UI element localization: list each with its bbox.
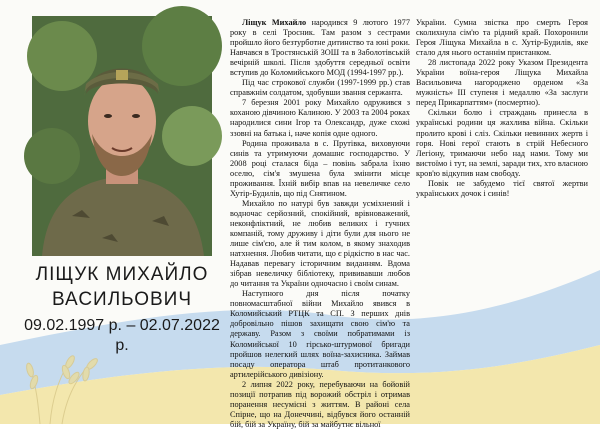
biography-column-1 xyxy=(230,18,410,430)
portrait-illustration xyxy=(32,16,212,256)
life-dates: 09.02.1997 р. – 02.07.2022 р. xyxy=(24,317,220,354)
bio-text: народився 9 лютого 1977 року в селі Тросник. Там разом з сестрами пройшло його безтурботне дитинство та юні роки. Навчався в Тростянській ЗОШ та в Заболотівській вечірній школі. Після здобуття середньої освіти вступив до Коломийського МОД (1994-1997 рр.). xyxy=(230,18,410,78)
bio-paragraph: Під час строкової служби (1997-1999 рр.) став справжнім солдатом, здобувши звання сержанта. xyxy=(230,78,410,98)
bio-paragraph: Наступного дня після початку повномасштабної війни Михайло явився в Коломийський РТЦК та СП. З перших днів добровільно пішов захищати свою сім'ю та державу. Разом з своїми побратимами із Коломийської 10 гірсько-штурмової бригади пройшов нелегкий шлях воїна-захисника. Займав посаду оператора штаб протитанкового артилерійського дивізіону. xyxy=(230,289,410,379)
bio-paragraph: 2 липня 2022 року, перебуваючи на бойовій позиції потрапив під ворожий обстріл і отримав поранення несумісні з життям. В районі села Спірне, що на Донеччині, відбувся його останній бій, бій за Україну, бій за майбутнє вільної xyxy=(230,379,410,429)
hero-name xyxy=(16,262,228,312)
bio-paragraph xyxy=(230,18,410,78)
portrait-photo xyxy=(32,16,212,256)
bio-paragraph: Повік не забудемо тієї святої жертви українських дочок і синів! xyxy=(416,178,588,198)
name-line-1: ЛІЩУК МИХАЙЛО xyxy=(35,264,209,285)
bio-paragraph: 28 листопада 2022 року Указом Президента України воїна-героя Ліщука Михайла Васильовича нагороджено орденом «За мужність» III ступеня і медаллю «За заслуги перед Прикарпаттям» (посмертно). xyxy=(416,58,588,108)
bio-paragraph: Родина проживала в с. Прутівка, виховуючи синів та утримуючи домашнє господарство. У 2008 році сталася біда – повінь забрала їхню оселю, сім'я змушена була змінити місце проживання. Їхній вибір впав на невеличке село Хутір-Будилів, що під Снятином. xyxy=(230,138,410,198)
bio-intro-name: Ліщук Михайло xyxy=(242,18,307,27)
biography-column-2 xyxy=(416,18,588,199)
name-line-2: ВАСИЛЬОВИЧ xyxy=(52,289,192,310)
bio-paragraph: Михайло по натурі був завжди усміхнений і водночас серйозний, спокійний, врівноважений, неконфліктний, не любив великих і гучних компаній, тому друживу і діти були для нього не лише сім'єю, але й тим колом, в якому знаходив натхнення. Любив читати, що є рідкістю в нас час. Надавав перевагу історичним виданням. Вдома зібрав невеличку бібліотеку, прививавши любов до читання та України одночасно і своїм синам. xyxy=(230,198,410,289)
bio-paragraph: 7 березня 2001 року Михайло одружився з коханою дівчиною Калиною. У 2003 та 2004 роках народилися сини Ігор та Олександр, дуже схожі ззовні на батька і, наче копія одне одного. xyxy=(230,98,410,138)
bio-paragraph: Скільки болю і страждань принесла в українські родини ця жахлива війна. Скільки пролито крові і сліз. Скільки невинних жертв і горя. Нові герої стають в стрій Небесного Легіону, тримаючи небо над нами. Тому ми вистоїмо і тут, на землі, заради тих, хто власною кров'ю відкупив нам свободу. xyxy=(416,108,588,178)
bio-paragraph: України. Сумна звістка про смерть Героя сколихнула сім'ю та рідний край. Похоронили Героя Ліщука Михайла в с. Хутір-Будилів, яке стало для нього останнім пристанком. xyxy=(416,18,588,58)
